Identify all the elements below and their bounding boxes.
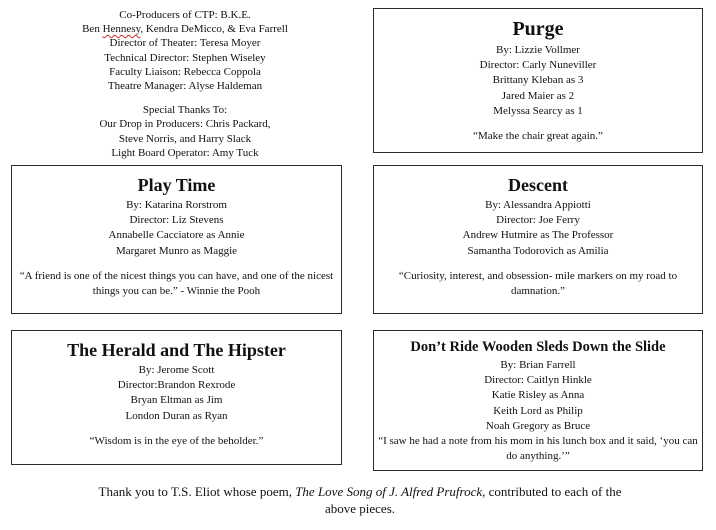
piece-quote: “Wisdom is in the eye of the beholder.” <box>89 434 264 447</box>
cast-member: Keith Lord as Philip <box>493 404 583 417</box>
piece-director: Director:Brandon Rexrode <box>117 379 236 392</box>
light-board-operator: Light Board Operator: Amy Tuck <box>111 146 259 159</box>
cast-member: Annabelle Cacciatore as Annie <box>108 229 245 242</box>
credits-spacer <box>40 93 330 103</box>
piece-box-wooden-sleds <box>373 330 703 471</box>
special-thanks-heading: Special Thanks To: <box>142 104 228 117</box>
piece-author: By: Alessandra Appiotti <box>485 199 591 211</box>
piece-director: Director: Caitlyn Hinkle <box>484 374 592 387</box>
piece-box-play-time <box>11 165 342 314</box>
piece-title: Descent <box>508 175 568 195</box>
director-of-theater: Director of Theater: Teresa Moyer <box>109 37 261 50</box>
cast-member: Katie Risley as Anna <box>491 389 585 402</box>
footer-prefix: Thank you to T.S. Eliot whose poem, <box>98 484 296 499</box>
cast-member: Noah Gregory as Bruce <box>485 419 591 432</box>
cast-member: Bryan Eltman as Jim <box>130 394 223 407</box>
piece-author: By: Jerome Scott <box>138 364 215 376</box>
cast-member: Margaret Munro as Maggie <box>115 244 238 257</box>
piece-box-descent <box>373 165 703 314</box>
piece-title: Play Time <box>137 175 216 195</box>
cast-member: Jared Maier as 2 <box>501 89 575 102</box>
piece-author: By: Lizzie Vollmer <box>496 44 580 56</box>
cast-member: Brittany Kleban as 3 <box>492 74 584 87</box>
piece-title: Purge <box>512 18 564 40</box>
piece-director: Director: Carly Nuneviller <box>479 59 597 72</box>
footer-suffix: , contributed to each of the above pieces. <box>324 484 622 516</box>
piece-box-purge <box>373 8 703 153</box>
technical-director: Technical Director: Stephen Wiseley <box>104 51 266 64</box>
cast-member: Samantha Todorovich as Amilia <box>467 244 609 257</box>
piece-title: The Herald and The Hipster <box>67 340 286 360</box>
co-producer-first-name: Ben <box>82 23 100 36</box>
piece-director: Director: Liz Stevens <box>129 214 224 227</box>
cast-member: London Duran as Ryan <box>125 409 228 422</box>
faculty-liaison: Faculty Liaison: Rebecca Coppola <box>109 65 261 78</box>
footer-acknowledgement <box>90 483 630 517</box>
piece-quote: “Make the chair great again.” <box>473 130 603 143</box>
piece-author: By: Brian Farrell <box>500 359 576 371</box>
piece-box-herald-and-hipster <box>11 330 342 465</box>
piece-quote: “A friend is one of the nicest things you can have, and one of the nicest things you can be.” - Winnie the Pooh <box>19 269 334 298</box>
cast-member: Melyssa Searcy as 1 <box>493 104 583 117</box>
drop-in-producers-line-1: Our Drop in Producers: Chris Packard, <box>99 118 271 131</box>
co-producers-rest: , Kendra DeMicco, & Eva Farrell <box>140 23 288 36</box>
co-producers-names <box>40 22 330 36</box>
poem-title: The Love Song of J. Alfred Prufrock <box>295 484 483 499</box>
drop-in-producers-line-2: Steve Norris, and Harry Slack <box>118 132 252 145</box>
co-producers-heading: Co-Producers of CTP: B.K.E. <box>119 9 251 21</box>
piece-title: Don’t Ride Wooden Sleds Down the Slide <box>410 339 666 355</box>
credits-block <box>40 8 330 160</box>
cast-member: Andrew Hutmire as The Professor <box>462 229 614 242</box>
piece-director: Director: Joe Ferry <box>496 214 580 227</box>
theatre-manager: Theatre Manager: Alyse Haldeman <box>107 80 263 93</box>
piece-author: By: Katarina Rorstrom <box>126 199 227 211</box>
piece-quote: “Curiosity, interest, and obsession- mile markers on my road to damnation.” <box>398 269 678 298</box>
co-producer-last-name: Hennesy <box>102 23 141 36</box>
piece-quote: “I saw he had a note from his mom in his lunch box and it said, ‘you can do anything.’” <box>378 435 698 463</box>
